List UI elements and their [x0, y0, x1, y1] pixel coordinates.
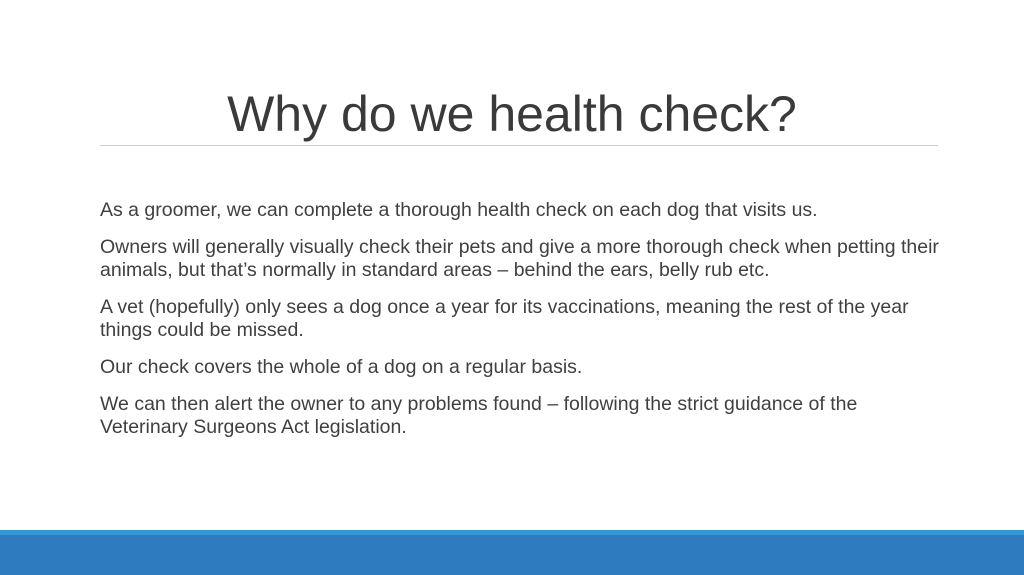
- body-paragraph: A vet (hopefully) only sees a dog once a year for its vaccinations, meaning the rest of the year things could be missed.: [100, 296, 909, 341]
- slide-body: [100, 199, 940, 453]
- body-paragraph: Owners will generally visually check their pets and give a more thorough check when petting their animals, but that’s normally in standard areas – behind the ears, belly rub etc.: [100, 236, 939, 281]
- body-paragraph: We can then alert the owner to any problems found – following the strict guidance of the Veterinary Surgeons Act legislation.: [100, 393, 858, 438]
- title-divider: [100, 145, 938, 146]
- footer-band: [0, 530, 1024, 575]
- slide-title: Why do we health check?: [227, 86, 797, 142]
- footer-band-highlight: [0, 530, 1024, 535]
- body-paragraph: Our check covers the whole of a dog on a regular basis.: [100, 356, 583, 378]
- body-paragraph: As a groomer, we can complete a thorough health check on each dog that visits us.: [100, 199, 818, 221]
